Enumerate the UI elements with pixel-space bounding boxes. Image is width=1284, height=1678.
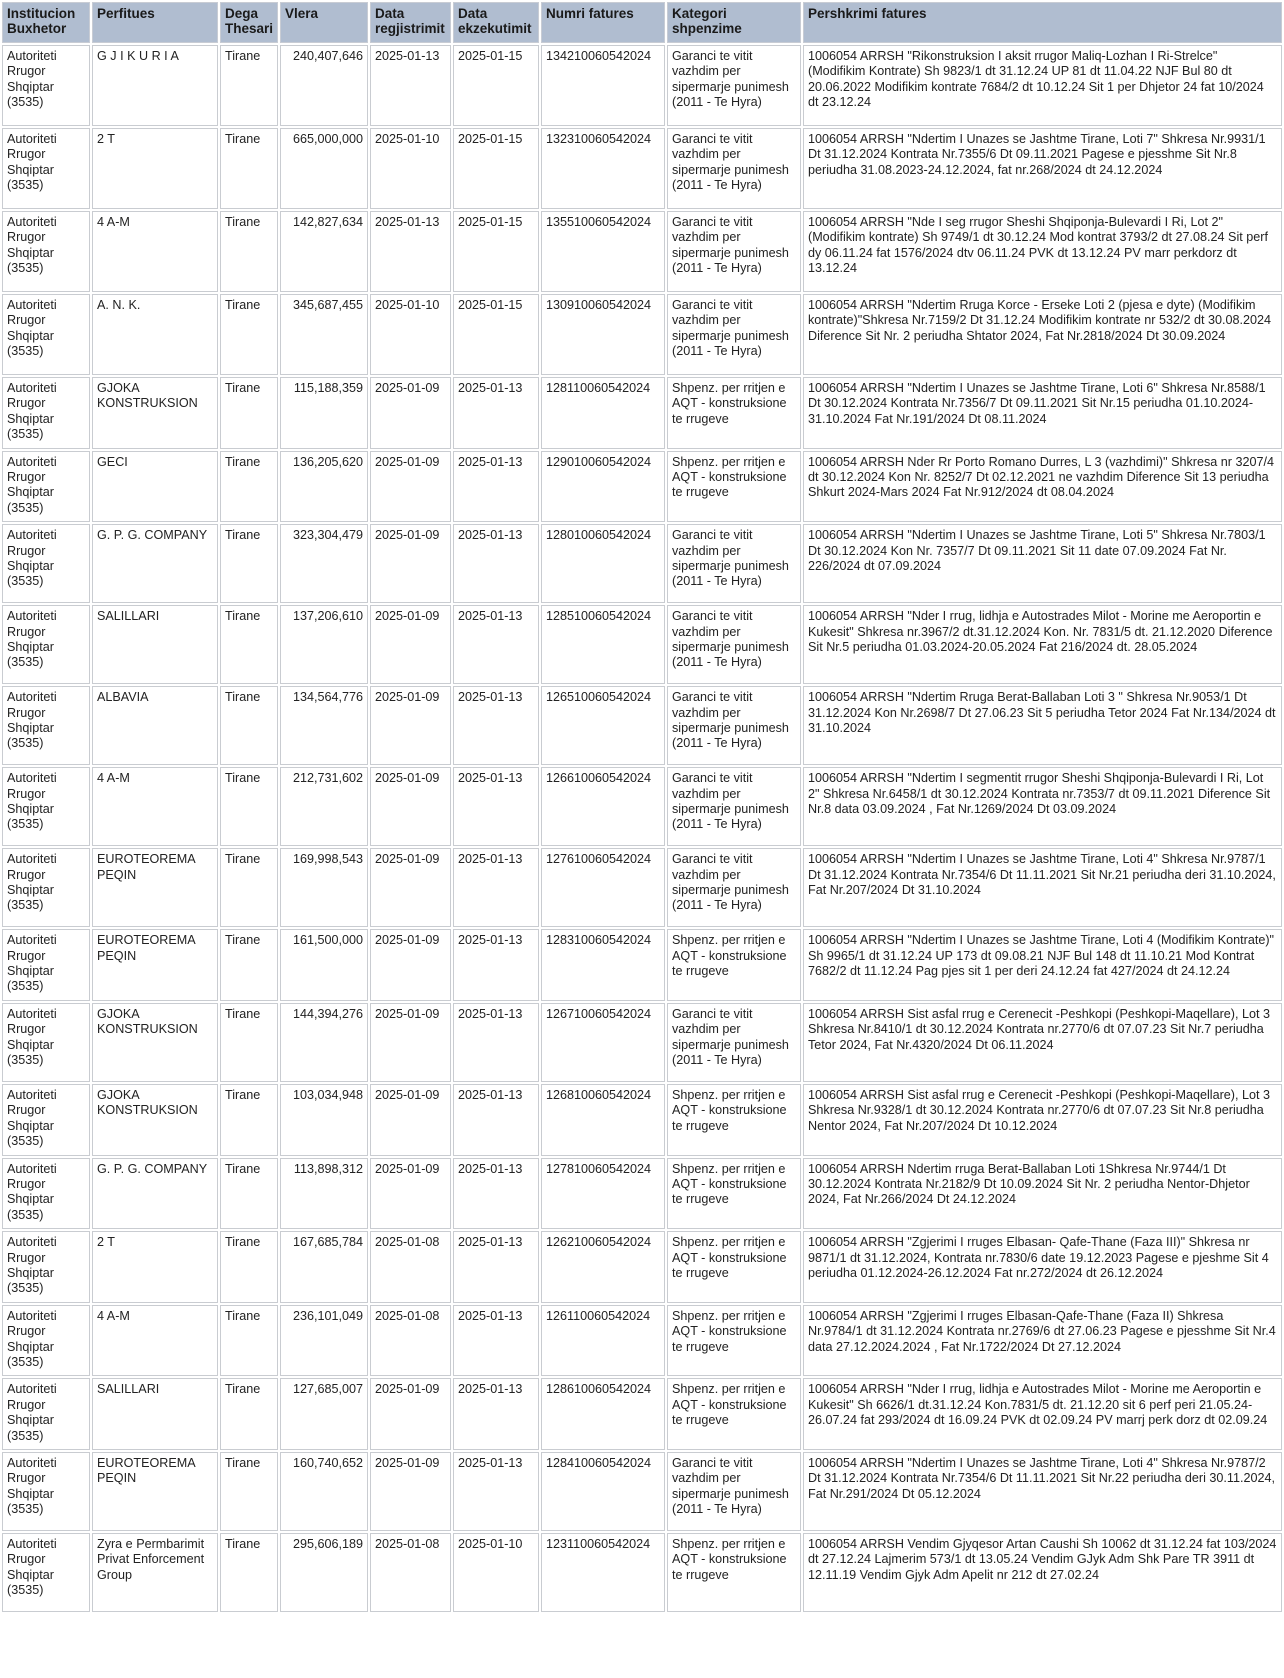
cell-registration-date: 2025-01-09 [370, 686, 451, 765]
cell-amount: 136,205,620 [280, 451, 368, 523]
cell-beneficiary: SALILLARI [92, 1378, 218, 1450]
table-row [2, 1084, 1282, 1156]
cell-amount: 345,687,455 [280, 294, 368, 375]
cell-amount: 103,034,948 [280, 1084, 368, 1156]
cell-invoice-number: 128310060542024 [541, 929, 665, 1001]
cell-registration-date: 2025-01-09 [370, 605, 451, 684]
cell-execution-date: 2025-01-13 [453, 767, 539, 846]
cell-execution-date: 2025-01-15 [453, 45, 539, 126]
cell-institution: Autoriteti Rrugor Shqiptar (3535) [2, 524, 90, 603]
table-row [2, 211, 1282, 292]
cell-registration-date: 2025-01-09 [370, 524, 451, 603]
cell-treasury-branch: Tirane [220, 1231, 278, 1303]
cell-invoice-description: 1006054 ARRSH "Ndertim I Unazes se Jashtme Tirane, Loti 6" Shkresa Nr.8588/1 Dt 30.12.2024 Kontrata Nr.7356/7 Dt 09.11.2021 Sit Nr.15 periudha 01.10.2024-31.10.2024 Fat Nr.191/2024 Dt 08.11.2024 [803, 377, 1282, 449]
cell-invoice-description: 1006054 ARRSH Sist asfal rrug e Cerenecit -Peshkopi (Peshkopi-Maqellare), Lot 3 Shkresa Nr.8410/1 dt 30.12.2024 Kontrata nr.2770/6 dt 07.07.23 Sit Nr.7 periudha Tetor 2024, Fat Nr.4320/2024 Dt 06.11.2024 [803, 1003, 1282, 1082]
cell-execution-date: 2025-01-13 [453, 1305, 539, 1377]
cell-beneficiary: 4 A-M [92, 1305, 218, 1377]
table-row [2, 524, 1282, 603]
table-row [2, 686, 1282, 765]
table-row [2, 294, 1282, 375]
cell-treasury-branch: Tirane [220, 767, 278, 846]
table-row [2, 377, 1282, 449]
cell-treasury-branch: Tirane [220, 1003, 278, 1082]
table-row [2, 929, 1282, 1001]
cell-registration-date: 2025-01-08 [370, 1231, 451, 1303]
cell-amount: 240,407,646 [280, 45, 368, 126]
cell-beneficiary: GJOKA KONSTRUKSION [92, 377, 218, 449]
cell-treasury-branch: Tirane [220, 451, 278, 523]
cell-invoice-description: 1006054 ARRSH "Zgjerimi I rruges Elbasan-Qafe-Thane (Faza II) Shkresa Nr.9784/1 dt 31.12.2024 Kontrata nr.2769/6 dt 27.06.23 Pagese e pjesshme Sit Nr.4 data 27.12.2024.2024 , Fat Nr.1722/2024 Dt 27.12.2024 [803, 1305, 1282, 1377]
cell-invoice-description: 1006054 ARRSH Nder Rr Porto Romano Durres, L 3 (vazhdimi)" Shkresa nr 3207/4 dt 30.12.2024 Kon Nr. 8252/7 Dt 02.12.2021 ne vazhdim Diference Sit 13 periudha Shkurt 2024-Mars 2024 Fat Nr.912/2024 dt 08.04.2024 [803, 451, 1282, 523]
cell-registration-date: 2025-01-09 [370, 848, 451, 927]
cell-invoice-description: 1006054 ARRSH "Rikonstruksion I aksit rrugor Maliq-Lozhan I Ri-Strelce" (Modifikim Kontrate) Sh 9823/1 dt 31.12.24 UP 81 dt 11.04.22 NJF Bul 80 dt 20.06.2022 Modifikim kontrate 7684/2 dt 10.12.24 Sit 1 per Dhjetor 24 fat 10/2024 dt 23.12.24 [803, 45, 1282, 126]
cell-amount: 212,731,602 [280, 767, 368, 846]
cell-execution-date: 2025-01-13 [453, 1003, 539, 1082]
cell-invoice-number: 134210060542024 [541, 45, 665, 126]
column-header: Institucion Buxhetor [2, 2, 90, 43]
column-header: Vlera [280, 2, 368, 43]
cell-expense-category: Shpenz. per rritjen e AQT - konstruksione te rrugeve [667, 451, 801, 523]
cell-treasury-branch: Tirane [220, 45, 278, 126]
cell-treasury-branch: Tirane [220, 1305, 278, 1377]
cell-institution: Autoriteti Rrugor Shqiptar (3535) [2, 767, 90, 846]
cell-institution: Autoriteti Rrugor Shqiptar (3535) [2, 128, 90, 209]
cell-registration-date: 2025-01-08 [370, 1305, 451, 1377]
cell-registration-date: 2025-01-13 [370, 211, 451, 292]
cell-beneficiary: 2 T [92, 1231, 218, 1303]
cell-expense-category: Garanci te vitit vazhdim per sipermarje punimesh (2011 - Te Hyra) [667, 767, 801, 846]
cell-registration-date: 2025-01-09 [370, 1084, 451, 1156]
cell-expense-category: Shpenz. per rritjen e AQT - konstruksione te rrugeve [667, 1158, 801, 1230]
cell-beneficiary: GJOKA KONSTRUKSION [92, 1003, 218, 1082]
cell-execution-date: 2025-01-13 [453, 1084, 539, 1156]
cell-invoice-number: 127610060542024 [541, 848, 665, 927]
table-row [2, 451, 1282, 523]
cell-execution-date: 2025-01-13 [453, 1378, 539, 1450]
cell-institution: Autoriteti Rrugor Shqiptar (3535) [2, 211, 90, 292]
cell-invoice-description: 1006054 ARRSH "Ndertim Rruga Berat-Ballaban Loti 3 " Shkresa Nr.9053/1 Dt 31.12.2024 Kon Nr.2698/7 Dt 27.06.23 Sit 5 periudha Tetor 2024 Fat Nr.134/2024 dt 31.10.2024 [803, 686, 1282, 765]
cell-institution: Autoriteti Rrugor Shqiptar (3535) [2, 1305, 90, 1377]
table-row [2, 1231, 1282, 1303]
cell-amount: 323,304,479 [280, 524, 368, 603]
cell-invoice-description: 1006054 ARRSH Vendim Gjyqesor Artan Caushi Sh 10062 dt 31.12.24 fat 103/2024 dt 27.12.24 Lajmerim 573/1 dt 13.05.24 Vendim GJyk Adm Shk Pare TR 3911 dt 12.11.19 Vendim Gjyk Adm Apelit nr 212 dt 27.02.24 [803, 1533, 1282, 1612]
cell-execution-date: 2025-01-13 [453, 929, 539, 1001]
cell-treasury-branch: Tirane [220, 1452, 278, 1531]
cell-invoice-number: 126210060542024 [541, 1231, 665, 1303]
cell-amount: 160,740,652 [280, 1452, 368, 1531]
cell-execution-date: 2025-01-15 [453, 294, 539, 375]
cell-registration-date: 2025-01-09 [370, 1452, 451, 1531]
cell-invoice-description: 1006054 ARRSH "Nde I seg rrugor Sheshi Shqiponja-Bulevardi I Ri, Lot 2" (Modifikim kontrate) Sh 9749/1 dt 30.12.24 Mod kontrat 3793/2 dt 27.08.24 Sit perf dy 06.11.24 fat 1576/2024 dtv 06.11.24 PVK dt 13.12.24 PV marr perkdorz dt 13.12.24 [803, 211, 1282, 292]
cell-amount: 295,606,189 [280, 1533, 368, 1612]
cell-institution: Autoriteti Rrugor Shqiptar (3535) [2, 1452, 90, 1531]
cell-beneficiary: GJOKA KONSTRUKSION [92, 1084, 218, 1156]
table-row [2, 1305, 1282, 1377]
cell-expense-category: Garanci te vitit vazhdim per sipermarje punimesh (2011 - Te Hyra) [667, 294, 801, 375]
cell-expense-category: Shpenz. per rritjen e AQT - konstruksione te rrugeve [667, 1084, 801, 1156]
cell-amount: 161,500,000 [280, 929, 368, 1001]
cell-beneficiary: EUROTEOREMA PEQIN [92, 929, 218, 1001]
cell-treasury-branch: Tirane [220, 1158, 278, 1230]
cell-expense-category: Garanci te vitit vazhdim per sipermarje punimesh (2011 - Te Hyra) [667, 686, 801, 765]
cell-expense-category: Garanci te vitit vazhdim per sipermarje punimesh (2011 - Te Hyra) [667, 1003, 801, 1082]
cell-treasury-branch: Tirane [220, 294, 278, 375]
cell-amount: 137,206,610 [280, 605, 368, 684]
cell-beneficiary: G. P. G. COMPANY [92, 1158, 218, 1230]
column-header: Data ekzekutimit [453, 2, 539, 43]
cell-treasury-branch: Tirane [220, 1378, 278, 1450]
cell-institution: Autoriteti Rrugor Shqiptar (3535) [2, 929, 90, 1001]
cell-amount: 142,827,634 [280, 211, 368, 292]
cell-invoice-description: 1006054 ARRSH "Zgjerimi I rruges Elbasan- Qafe-Thane (Faza III)" Shkresa nr 9871/1 dt 31.12.2024, Kontrata nr.7830/6 date 19.12.2023 Pagese e pjeshme Sit 4 periudha 01.12.2024-26.12.2024 Fat nr.272/2024 dt 26.12.2024 [803, 1231, 1282, 1303]
cell-institution: Autoriteti Rrugor Shqiptar (3535) [2, 1003, 90, 1082]
cell-registration-date: 2025-01-09 [370, 1158, 451, 1230]
cell-expense-category: Shpenz. per rritjen e AQT - konstruksione te rrugeve [667, 377, 801, 449]
cell-expense-category: Garanci te vitit vazhdim per sipermarje punimesh (2011 - Te Hyra) [667, 524, 801, 603]
table-row [2, 848, 1282, 927]
table-row [2, 1452, 1282, 1531]
cell-treasury-branch: Tirane [220, 848, 278, 927]
column-header: Pershkrimi fatures [803, 2, 1282, 43]
cell-invoice-description: 1006054 ARRSH "Ndertim I Unazes se Jashtme Tirane, Loti 5" Shkresa Nr.7803/1 Dt 30.12.2024 Kon Nr. 7357/7 Dt 09.11.2021 Sit 11 date 07.09.2024 Fat Nr. 226/2024 dt 07.09.2024 [803, 524, 1282, 603]
cell-treasury-branch: Tirane [220, 524, 278, 603]
cell-invoice-description: 1006054 ARRSH Ndertim rruga Berat-Ballaban Loti 1Shkresa Nr.9744/1 Dt 30.12.2024 Kontrata Nr.2182/9 Dt 10.09.2024 Sit Nr. 2 periudha Nentor-Dhjetor 2024, Fat Nr.266/2024 Dt 24.12.2024 [803, 1158, 1282, 1230]
cell-expense-category: Garanci te vitit vazhdim per sipermarje punimesh (2011 - Te Hyra) [667, 211, 801, 292]
table-row [2, 1003, 1282, 1082]
table-row [2, 1533, 1282, 1612]
cell-invoice-number: 132310060542024 [541, 128, 665, 209]
cell-registration-date: 2025-01-09 [370, 929, 451, 1001]
cell-beneficiary: EUROTEOREMA PEQIN [92, 848, 218, 927]
table-row [2, 45, 1282, 126]
cell-amount: 167,685,784 [280, 1231, 368, 1303]
column-header: Numri fatures [541, 2, 665, 43]
cell-institution: Autoriteti Rrugor Shqiptar (3535) [2, 1231, 90, 1303]
column-header: Dega Thesari [220, 2, 278, 43]
cell-invoice-number: 128410060542024 [541, 1452, 665, 1531]
cell-beneficiary: ALBAVIA [92, 686, 218, 765]
cell-expense-category: Shpenz. per rritjen e AQT - konstruksione te rrugeve [667, 1305, 801, 1377]
table-row [2, 128, 1282, 209]
cell-institution: Autoriteti Rrugor Shqiptar (3535) [2, 294, 90, 375]
cell-invoice-description: 1006054 ARRSH Sist asfal rrug e Cerenecit -Peshkopi (Peshkopi-Maqellare), Lot 3 Shkresa Nr.9328/1 dt 30.12.2024 Kontrata nr.2770/6 dt 07.07.23 Sit Nr.8 periudha Nentor 2024, Fat Nr.207/2024 Dt 10.12.2024 [803, 1084, 1282, 1156]
column-header: Data regjistrimit [370, 2, 451, 43]
cell-beneficiary: Zyra e Permbarimit Privat Enforcement Group [92, 1533, 218, 1612]
cell-invoice-description: 1006054 ARRSH "Ndertim I segmentit rrugor Sheshi Shqiponja-Bulevardi I Ri, Lot 2" Shkresa Nr.6458/1 dt 30.12.2024 Kontrata nr.7353/7 dt 09.11.2021 Diference Sit Nr.8 data 03.09.2024 , Fat Nr.1269/2024 Dt 03.09.2024 [803, 767, 1282, 846]
cell-treasury-branch: Tirane [220, 128, 278, 209]
table-row [2, 605, 1282, 684]
cell-expense-category: Shpenz. per rritjen e AQT - konstruksione te rrugeve [667, 929, 801, 1001]
cell-invoice-description: 1006054 ARRSH "Ndertim I Unazes se Jashtme Tirane, Loti 4 (Modifikim Kontrate)" Sh 9965/1 dt 31.12.24 UP 173 dt 09.08.21 NJF Bul 148 dt 11.10.21 Mod Kontrat 7682/2 dt 11.12.24 Pag pjes sit 1 per deri 24.12.24 fat 427/2024 dt 24.12.24 [803, 929, 1282, 1001]
cell-execution-date: 2025-01-13 [453, 1452, 539, 1531]
cell-invoice-description: 1006054 ARRSH "Ndertim I Unazes se Jashtme Tirane, Loti 7" Shkresa Nr.9931/1 Dt 31.12.2024 Kontrata Nr.7355/6 Dt 09.11.2021 Pagese e pjesshme Sit Nr.8 periudha 31.08.2023-24.12.2024, fat nr.268/2024 dt 24.12.2024 [803, 128, 1282, 209]
cell-treasury-branch: Tirane [220, 211, 278, 292]
cell-beneficiary: GECI [92, 451, 218, 523]
cell-institution: Autoriteti Rrugor Shqiptar (3535) [2, 605, 90, 684]
column-header: Kategori shpenzime [667, 2, 801, 43]
cell-expense-category: Garanci te vitit vazhdim per sipermarje punimesh (2011 - Te Hyra) [667, 128, 801, 209]
cell-execution-date: 2025-01-15 [453, 128, 539, 209]
cell-institution: Autoriteti Rrugor Shqiptar (3535) [2, 1158, 90, 1230]
cell-invoice-number: 126510060542024 [541, 686, 665, 765]
cell-beneficiary: EUROTEOREMA PEQIN [92, 1452, 218, 1531]
cell-registration-date: 2025-01-09 [370, 1003, 451, 1082]
cell-registration-date: 2025-01-10 [370, 294, 451, 375]
cell-expense-category: Shpenz. per rritjen e AQT - konstruksione te rrugeve [667, 1231, 801, 1303]
cell-invoice-description: 1006054 ARRSH "Ndertim Rruga Korce - Erseke Loti 2 (pjesa e dyte) (Modifikim kontrate)"Shkresa Nr.7159/2 Dt 31.12.24 Modifikim kontrate nr 532/2 dt 30.08.2024 Diference Sit Nr. 2 periudha Shtator 2024, Fat Nr.2818/2024 Dt 30.09.2024 [803, 294, 1282, 375]
cell-invoice-number: 128110060542024 [541, 377, 665, 449]
cell-amount: 169,998,543 [280, 848, 368, 927]
cell-expense-category: Garanci te vitit vazhdim per sipermarje punimesh (2011 - Te Hyra) [667, 45, 801, 126]
cell-invoice-description: 1006054 ARRSH "Nder I rrug, lidhja e Autostrades Milot - Morine me Aeroportin e Kukesit" Shkresa nr.3967/2 dt.31.12.2024 Kon. Nr. 7831/5 dt. 21.12.2020 Diference Sit Nr.5 periudha 01.03.2024-20.05.2024 Fat 216/2024 dt. 28.05.2024 [803, 605, 1282, 684]
table-row [2, 1158, 1282, 1230]
cell-beneficiary: A. N. K. [92, 294, 218, 375]
table-body [2, 45, 1282, 1612]
cell-treasury-branch: Tirane [220, 377, 278, 449]
cell-invoice-number: 128510060542024 [541, 605, 665, 684]
table-row [2, 767, 1282, 846]
cell-institution: Autoriteti Rrugor Shqiptar (3535) [2, 451, 90, 523]
cell-registration-date: 2025-01-09 [370, 451, 451, 523]
cell-execution-date: 2025-01-13 [453, 1231, 539, 1303]
cell-beneficiary: SALILLARI [92, 605, 218, 684]
cell-execution-date: 2025-01-13 [453, 451, 539, 523]
cell-beneficiary: G J I K U R I A [92, 45, 218, 126]
cell-expense-category: Garanci te vitit vazhdim per sipermarje punimesh (2011 - Te Hyra) [667, 605, 801, 684]
cell-institution: Autoriteti Rrugor Shqiptar (3535) [2, 848, 90, 927]
cell-invoice-number: 129010060542024 [541, 451, 665, 523]
cell-beneficiary: 4 A-M [92, 767, 218, 846]
table-row [2, 1378, 1282, 1450]
cell-invoice-number: 130910060542024 [541, 294, 665, 375]
cell-beneficiary: 2 T [92, 128, 218, 209]
cell-amount: 665,000,000 [280, 128, 368, 209]
cell-registration-date: 2025-01-08 [370, 1533, 451, 1612]
cell-institution: Autoriteti Rrugor Shqiptar (3535) [2, 1533, 90, 1612]
cell-amount: 113,898,312 [280, 1158, 368, 1230]
cell-institution: Autoriteti Rrugor Shqiptar (3535) [2, 1378, 90, 1450]
cell-amount: 115,188,359 [280, 377, 368, 449]
cell-registration-date: 2025-01-10 [370, 128, 451, 209]
cell-expense-category: Shpenz. per rritjen e AQT - konstruksione te rrugeve [667, 1533, 801, 1612]
cell-expense-category: Shpenz. per rritjen e AQT - konstruksione te rrugeve [667, 1378, 801, 1450]
cell-execution-date: 2025-01-13 [453, 848, 539, 927]
cell-expense-category: Garanci te vitit vazhdim per sipermarje punimesh (2011 - Te Hyra) [667, 1452, 801, 1531]
cell-expense-category: Garanci te vitit vazhdim per sipermarje punimesh (2011 - Te Hyra) [667, 848, 801, 927]
cell-amount: 134,564,776 [280, 686, 368, 765]
cell-invoice-number: 128010060542024 [541, 524, 665, 603]
cell-invoice-number: 126810060542024 [541, 1084, 665, 1156]
cell-execution-date: 2025-01-13 [453, 686, 539, 765]
cell-beneficiary: G. P. G. COMPANY [92, 524, 218, 603]
cell-registration-date: 2025-01-13 [370, 45, 451, 126]
cell-invoice-number: 126710060542024 [541, 1003, 665, 1082]
cell-treasury-branch: Tirane [220, 1084, 278, 1156]
cell-treasury-branch: Tirane [220, 686, 278, 765]
cell-treasury-branch: Tirane [220, 929, 278, 1001]
cell-institution: Autoriteti Rrugor Shqiptar (3535) [2, 686, 90, 765]
cell-amount: 127,685,007 [280, 1378, 368, 1450]
cell-execution-date: 2025-01-13 [453, 377, 539, 449]
cell-institution: Autoriteti Rrugor Shqiptar (3535) [2, 45, 90, 126]
cell-invoice-number: 127810060542024 [541, 1158, 665, 1230]
cell-treasury-branch: Tirane [220, 605, 278, 684]
cell-registration-date: 2025-01-09 [370, 767, 451, 846]
cell-registration-date: 2025-01-09 [370, 1378, 451, 1450]
cell-invoice-description: 1006054 ARRSH "Ndertim I Unazes se Jashtme Tirane, Loti 4" Shkresa Nr.9787/1 Dt 31.12.2024 Kontrata Nr.7354/6 Dt 11.11.2021 Sit Nr.21 periudha deri 31.10.2024, Fat Nr.207/2024 Dt 31.10.2024 [803, 848, 1282, 927]
cell-execution-date: 2025-01-10 [453, 1533, 539, 1612]
cell-amount: 236,101,049 [280, 1305, 368, 1377]
cell-registration-date: 2025-01-09 [370, 377, 451, 449]
cell-invoice-number: 126110060542024 [541, 1305, 665, 1377]
cell-invoice-number: 135510060542024 [541, 211, 665, 292]
cell-institution: Autoriteti Rrugor Shqiptar (3535) [2, 377, 90, 449]
cell-invoice-number: 123110060542024 [541, 1533, 665, 1612]
cell-execution-date: 2025-01-13 [453, 1158, 539, 1230]
cell-invoice-number: 128610060542024 [541, 1378, 665, 1450]
column-header: Perfitues [92, 2, 218, 43]
header-row [2, 2, 1282, 43]
cell-institution: Autoriteti Rrugor Shqiptar (3535) [2, 1084, 90, 1156]
cell-execution-date: 2025-01-13 [453, 605, 539, 684]
cell-invoice-description: 1006054 ARRSH "Nder I rrug, lidhja e Autostrades Milot - Morine me Aeroportin e Kukesit" Sh 6626/1 dt.31.12.24 Kon.7831/5 dt. 21.12.20 sit 6 perf peri 21.05.24-26.07.24 fat 293/2024 dt 16.09.24 PVK dt 02.09.24 PV marrj perk dorz dt 02.09.24 [803, 1378, 1282, 1450]
cell-treasury-branch: Tirane [220, 1533, 278, 1612]
cell-execution-date: 2025-01-13 [453, 524, 539, 603]
cell-invoice-description: 1006054 ARRSH "Ndertim I Unazes se Jashtme Tirane, Loti 4" Shkresa Nr.9787/2 Dt 31.12.2024 Kontrata Nr.7354/6 Dt 11.11.2021 Sit Nr.22 periudha deri 30.11.2024, Fat Nr.291/2024 Dt 05.12.2024 [803, 1452, 1282, 1531]
cell-invoice-number: 126610060542024 [541, 767, 665, 846]
cell-amount: 144,394,276 [280, 1003, 368, 1082]
cell-execution-date: 2025-01-15 [453, 211, 539, 292]
cell-beneficiary: 4 A-M [92, 211, 218, 292]
